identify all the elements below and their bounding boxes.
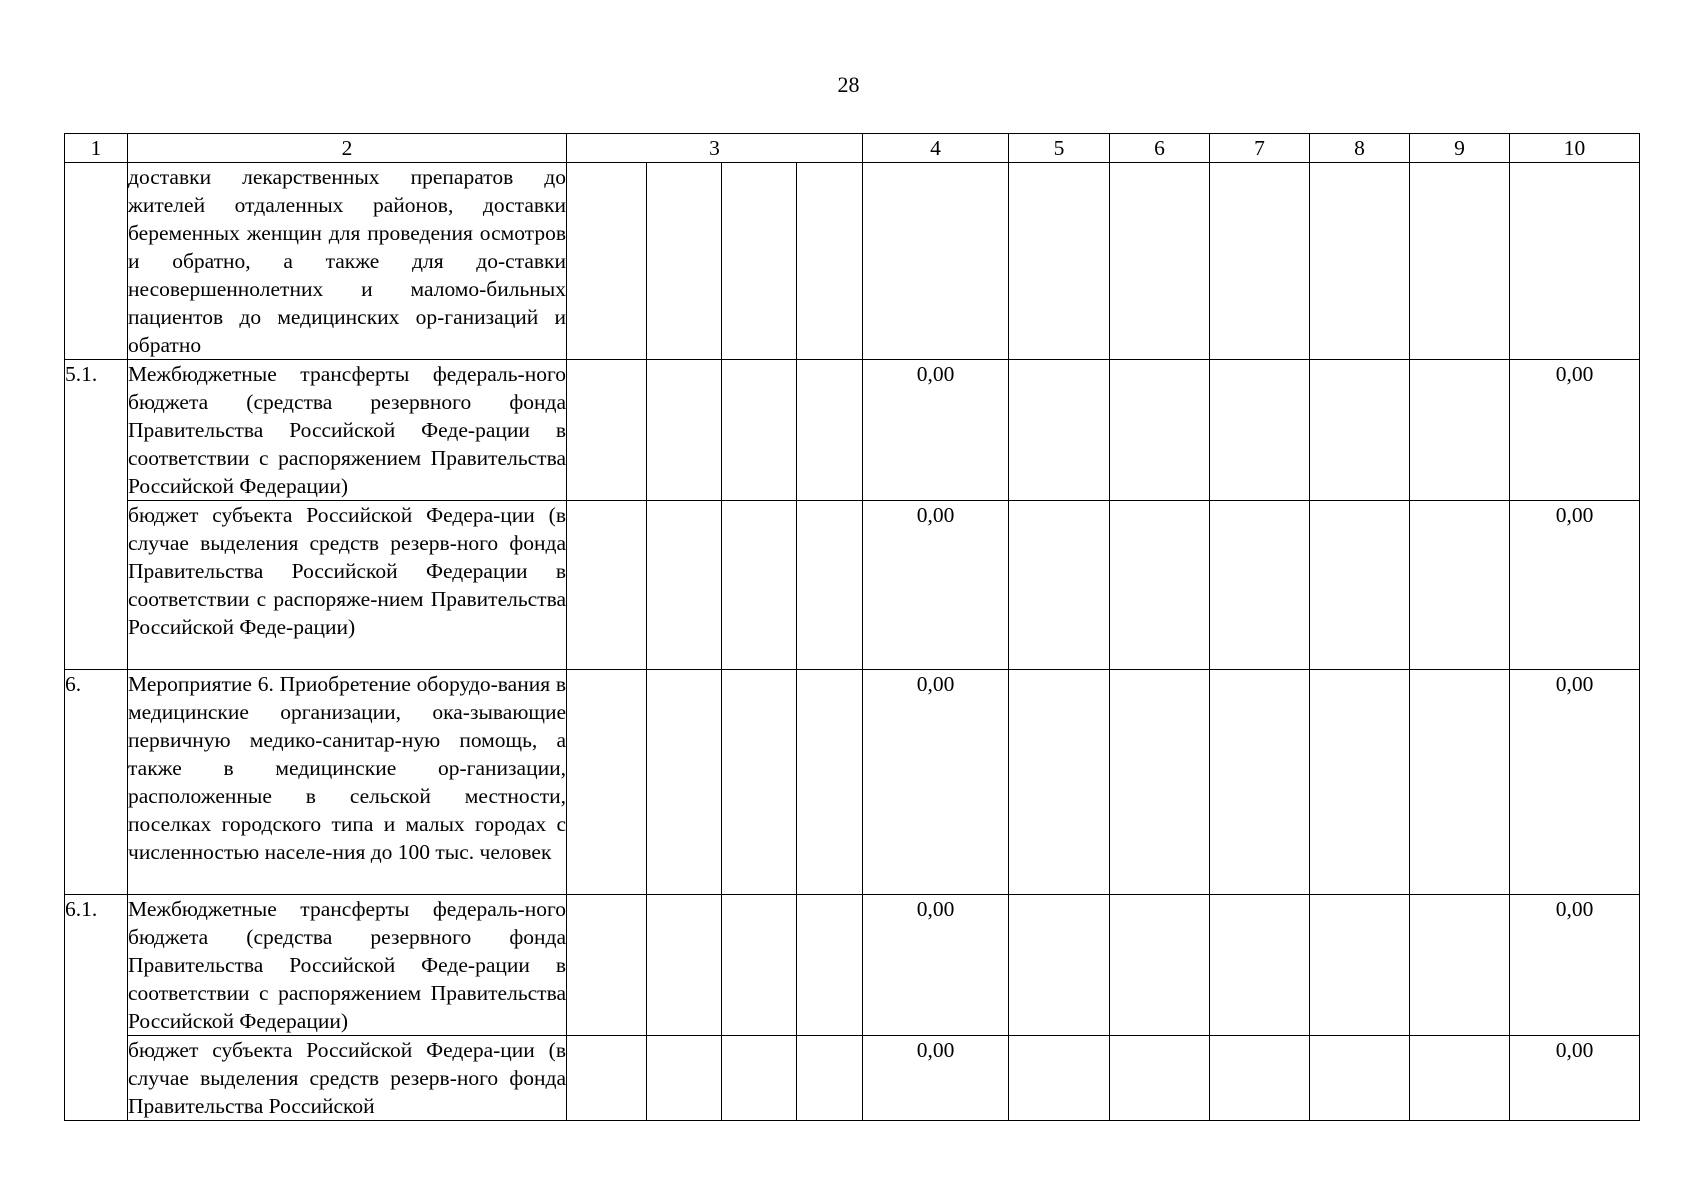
table-row [65, 895, 1640, 1036]
table-row [65, 501, 1640, 670]
col10-value: 0,00 [1510, 1036, 1640, 1121]
header-cell: 8 [1310, 134, 1410, 163]
table-row [65, 670, 1640, 895]
row-number: 6. [65, 670, 128, 895]
row-number [65, 163, 128, 360]
row-number: 6.1. [65, 895, 128, 1121]
page-number: 28 [837, 72, 860, 97]
header-cell: 10 [1510, 134, 1640, 163]
col4-value: 0,00 [863, 670, 1009, 895]
header-cell: 1 [65, 134, 128, 163]
col10-value: 0,00 [1510, 501, 1640, 670]
col10-value: 0,00 [1510, 895, 1640, 1036]
col10-value: 0,00 [1510, 670, 1640, 895]
col4-value: 0,00 [863, 501, 1009, 670]
row-description: бюджет субъекта Российской Федера-ции (в случае выделения средств резерв-ного фонда Правительства Российской [128, 1036, 567, 1121]
row-description: Мероприятие 6. Приобретение оборудо-вания в медицинские организации, ока-зывающие первичную медико-санитар-ную помощь, а также в медицинские ор-ганизации, расположенные в сельской местности, поселках городского типа и малых городах с численностью населе-ния до 100 тыс. человек [128, 670, 567, 895]
header-cell: 3 [567, 134, 863, 163]
header-cell: 6 [1110, 134, 1210, 163]
col10-value [1510, 163, 1640, 360]
col10-value: 0,00 [1510, 360, 1640, 501]
col4-value: 0,00 [863, 360, 1009, 501]
row-description: Межбюджетные трансферты федераль-ного бюджета (средства резервного фонда Правительства Российской Феде-рации в соответствии с распоряжением Правительства Российской Федерации) [128, 360, 567, 501]
table-row [65, 163, 1640, 360]
row-description: доставки лекарственных препаратов до жителей отдаленных районов, доставки беременных женщин для проведения осмотров и обратно, а также для до-ставки несовершеннолетних и маломо-бильных пациентов до медицинских ор-ганизаций и обратно [128, 163, 567, 360]
col4-value: 0,00 [863, 895, 1009, 1036]
col4-value [863, 163, 1009, 360]
col4-value: 0,00 [863, 1036, 1009, 1121]
header-cell: 7 [1210, 134, 1310, 163]
row-description: Межбюджетные трансферты федераль-ного бюджета (средства резервного фонда Правительства Российской Феде-рации в соответствии с распоряжением Правительства Российской Федерации) [128, 895, 567, 1036]
table-row [65, 360, 1640, 501]
table-row [65, 1036, 1640, 1121]
header-cell: 9 [1410, 134, 1510, 163]
row-number: 5.1. [65, 360, 128, 670]
header-cell: 4 [863, 134, 1009, 163]
header-cell: 2 [128, 134, 567, 163]
header-cell: 5 [1009, 134, 1110, 163]
row-description: бюджет субъекта Российской Федера-ции (в случае выделения средств резерв-ного фонда Правительства Российской Федерации в соответствии с распоряже-нием Правительства Российской Феде-рации) [128, 501, 567, 670]
table-header-row [65, 134, 1640, 163]
budget-table [64, 133, 1640, 1121]
